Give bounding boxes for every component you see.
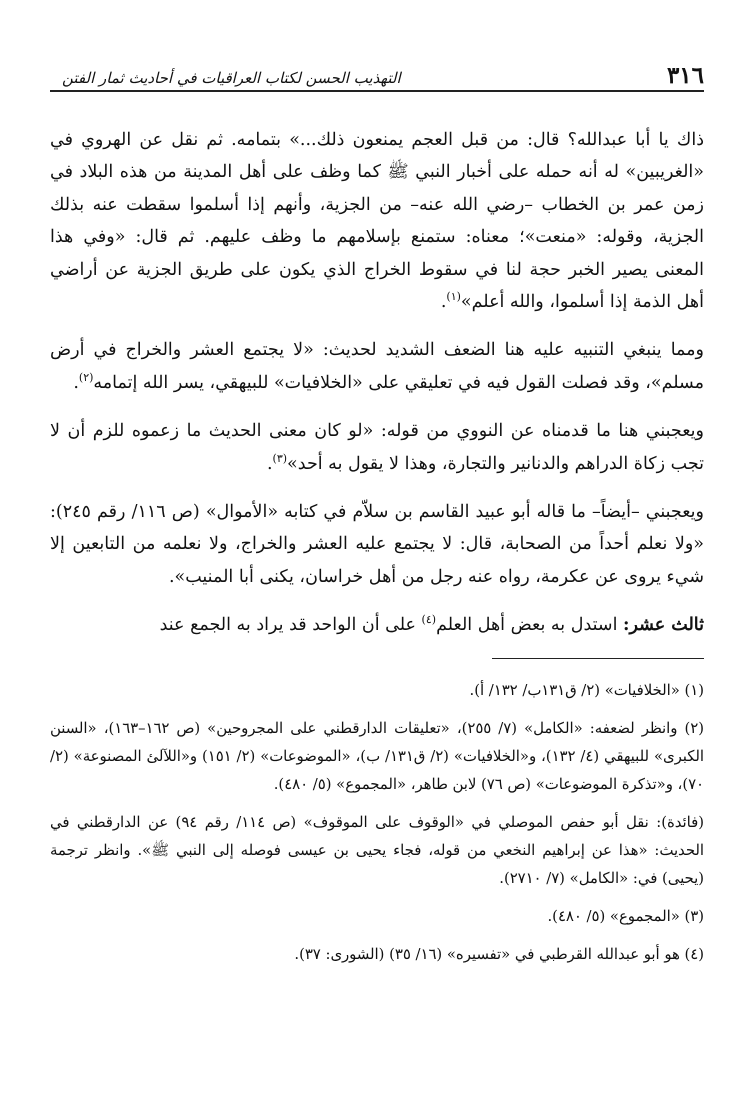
paragraph-5-text-a: استدل به بعض أهل العلم [436,615,624,636]
paragraph-5-text-b: على أن الواحد قد يراد به الجمع عند [159,615,422,636]
paragraph-2: ومما ينبغي التنبيه عليه هنا الضعف الشديد لحديث: «لا يجتمع العشر والخراج في أرض مسلم»، وقد فصلت القول فيه في تعليقي على «الخلافيات» للبيهقي، يسر الله إتمامه$^{(٢)}$. [50,340,704,393]
footnote-ref-1: (١) [446,290,461,304]
paragraph-1: ذاك يا أبا عبدالله؟ قال: من قبل العجم يمنعون ذلك...» بتمامه. ثم نقل عن الهروي في «الغريبين» له أنه حمله على أخبار النبي ﷺ كما وظف على أهل المدينة من هذه البلاد في زمن عمر بن الخطاب –رضي الله عنه– من الجزية، وأنهم إذا أسلموا سقطت عنه بذلك الجزية، وقوله: «منعت»؛ معناه: ستمنع بإسلامهم ما وظف عليهم. ثم قال: «وفي هذا المعنى يصير الخبر حجة لنا في سقوط الخراج الذي يكون على طريق الجزية عن أراضي أهل الذمة إذا أسلموا، والله أعلم»$^{(١)}$. [50,130,704,313]
footnote-divider [492,658,704,659]
footnote-1: (١) «الخلافيات» (٢/ ق١٣١ب/ ١٣٢/ أ). [469,681,704,699]
section-lead: ثالث عشر: [623,615,704,636]
footnote-ref-4: (٤) [421,613,437,627]
footnote-2: (٢) وانظر لضعفه: «الكامل» (٧/ ٢٥٥)، «تعليقات الدارقطني على المجروحين» (ص ١٦٢–١٦٣)، «السنن الكبرى» للبيهقي (٤/ ١٣٢)، و«الخلافيات» (٢/ ق١٣١/ ب)، «الموضوعات» (٢/ ١٥١) و«اللآلئ المصنوعة» (٢/ ٧٠)، و«تذكرة الموضوعات» (ص ٧٦) لابن طاهر، «المجموع» (٥/ ٤٨٠). [50,719,705,793]
footnote-3: (٣) «المجموع» (٥/ ٤٨٠). [547,907,704,925]
page-number: ٣١٦ [666,62,704,89]
page-header [50,60,704,92]
book-page [50,60,704,1080]
main-text [50,124,704,642]
paragraph-4: ويعجبني –أيضاً– ما قاله أبو عبيد القاسم بن سلاّم في كتابه «الأموال» (ص ١١٦/ رقم ٢٤٥): «ولا نعلم أحداً من الصحابة، قال: لا يجتمع عليه العشر والخراج، ولا نعلمه من التابعين إلا شيء يروى عن عكرمة، رواه عنه رجل من أهل خراسان، يكنى أبا المنيب». [50,502,704,587]
book-title: التهذيب الحسن لكتاب العراقيات في أحاديث ثمار الفتن [62,69,401,87]
paragraph-5 [50,609,704,641]
paragraph-3: ويعجبني هنا ما قدمناه عن النووي من قوله: «لو كان معنى الحديث ما زعموه للزم أن لا تجب زكاة الدراهم والدنانير والتجارة، وهذا لا يقول به أحد»$^{(٣)}$. [50,421,704,474]
footnote-ref-2: (٢) [78,371,94,385]
paragraph-2-text: ومما ينبغي التنبيه عليه هنا الضعف الشديد لحديث: «لا يجتمع العشر والخراج في أرض مسلم»، وقد فصلت القول فيه في تعليقي على «الخلافيات» للبيهقي، يسر الله إتمامه [50,340,704,393]
paragraph-3-text: ويعجبني هنا ما قدمناه عن النووي من قوله: «لو كان معنى الحديث ما زعموه للزم أن لا تجب زكاة الدراهم والدنانير والتجارة، وهذا لا يقول به أحد» [50,421,704,474]
footnote-4: (٤) هو أبو عبدالله القرطبي في «تفسيره» (١٦/ ٣٥) (الشورى: ٣٧). [294,945,704,963]
footnote-ref-3: (٣) [272,451,288,465]
paragraph-1-text: ذاك يا أبا عبدالله؟ قال: من قبل العجم يمنعون ذلك...» بتمامه. ثم نقل عن الهروي في «الغريبين» له أنه حمله على أخبار النبي ﷺ كما وظف على أهل المدينة من هذه البلاد في زمن عمر بن الخطاب –رضي الله عنه– من الجزية، وأنهم إذا أسلموا سقطت عنه بذلك الجزية، وقوله: «منعت»؛ معناه: ستمنع بإسلامهم ما وظف عليهم. ثم قال: «وفي هذا المعنى يصير الخبر حجة لنا في سقوط الخراج الذي يكون على طريق الجزية عن أراضي أهل الذمة إذا أسلموا، والله أعلم» [50,130,704,313]
footnotes [50,677,704,969]
footnote-2-note: (فائدة): نقل أبو حفص الموصلي في «الوقوف على الموقوف» (ص ١١٤/ رقم ٩٤) عن الدارقطني في الحديث: «هذا عن إبراهيم النخعي من قوله، فجاء يحيى بن عيسى فوصله إلى النبي ﷺ». وانظر ترجمة (يحيى) في: «الكامل» (٧/ ٢٧١٠). [50,813,704,887]
